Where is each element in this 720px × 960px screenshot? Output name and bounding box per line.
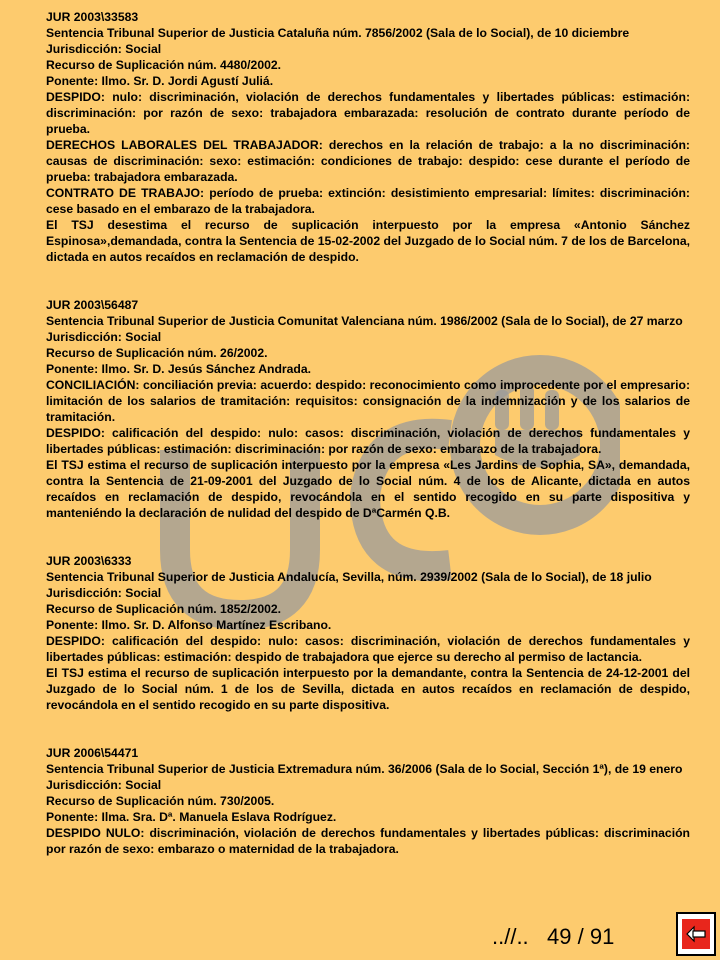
document-body [46, 9, 690, 889]
case-paragraph: DESPIDO: calificación del despido: nulo: casos: discriminación, violación de derechos fundamentales y libertades públicas: estimación: despido de trabajadora que ejerce su derecho al permiso de lactancia. [46, 634, 690, 664]
case-ref: JUR 2003\6333 [46, 554, 132, 568]
continued-mark: ..//.. [492, 924, 529, 949]
case-ref: JUR 2003\56487 [46, 298, 139, 312]
case-paragraph: CONCILIACIÓN: conciliación previa: acuerdo: despido: reconocimiento como improcedente por el empresario: limitación de los salarios de tramitación: requisitos: consignación de la indemnización y de los salarios de tramitación. [46, 378, 690, 424]
case-entry [46, 745, 690, 857]
speaker-line: Ponente: Ilmo. Sr. D. Alfonso Martínez Escribano. [46, 618, 332, 632]
court-line: Sentencia Tribunal Superior de Justicia Extremadura núm. 36/2006 (Sala de lo Social, Sección 1ª), de 19 enero [46, 762, 683, 776]
court-line: Sentencia Tribunal Superior de Justicia Andalucía, Sevilla, núm. 2939/2002 (Sala de lo Social), de 18 julio [46, 570, 652, 584]
case-ref: JUR 2003\33583 [46, 10, 139, 24]
speaker-line: Ponente: Ilmo. Sr. D. Jesús Sánchez Andrada. [46, 362, 312, 376]
jurisdiction-line: Jurisdicción: Social [46, 778, 162, 792]
speaker-line: Ponente: Ilma. Sra. Dª. Manuela Eslava Rodríguez. [46, 810, 337, 824]
appeal-line: Recurso de Suplicación núm. 26/2002. [46, 346, 268, 360]
back-arrow-icon [682, 919, 710, 949]
speaker-line: Ponente: Ilmo. Sr. D. Jordi Agustí Juliá. [46, 74, 274, 88]
back-button[interactable] [676, 912, 716, 956]
case-paragraph: El TSJ estima el recurso de suplicación interpuesto por la empresa «Les Jardins de Sophia, SA», demandada, contra la Sentencia de 21-09-2001 del Juzgado de lo Social núm. 4 de los de Alicante, dictada en autos recaídos en reclamación de despido, revocándola en el sentido recogido en su parte dispositiva y manteniéndo la declaración de nulidad del despido de DªCarmén Q.B. [46, 458, 690, 520]
page-separator: / [577, 924, 584, 949]
case-entry [46, 553, 690, 713]
case-paragraph: DESPIDO NULO: discriminación, violación de derechos fundamentales y libertades públicas: discriminación por razón de sexo: embarazo o maternidad de la trabajadora. [46, 826, 690, 856]
case-ref: JUR 2006\54471 [46, 746, 139, 760]
case-paragraph: DESPIDO: calificación del despido: nulo: casos: discriminación, violación de derechos fundamentales y libertades públicas: estimación: discriminación: por razón de sexo: embarazo de la trabajadora. [46, 426, 690, 456]
jurisdiction-line: Jurisdicción: Social [46, 42, 162, 56]
case-entry [46, 9, 690, 265]
court-line: Sentencia Tribunal Superior de Justicia Comunitat Valenciana núm. 1986/2002 (Sala de lo Social), de 27 marzo [46, 314, 683, 328]
case-paragraph: DERECHOS LABORALES DEL TRABAJADOR: derechos en la relación de trabajo: a la no discriminación: causas de discriminación: sexo: estimación: condiciones de trabajo: despido: cese durante el período de prueba: trabajadora embarazada. [46, 138, 690, 184]
jurisdiction-line: Jurisdicción: Social [46, 330, 162, 344]
case-paragraph: DESPIDO: nulo: discriminación, violación de derechos fundamentales y libertades públicas: estimación: discriminación: por razón de sexo: trabajadora embarazada: resolución de contrato durante período de prueba. [46, 90, 690, 136]
case-paragraph: El TSJ desestima el recurso de suplicación interpuesto por la empresa «Antonio Sánchez Espinosa»,demandada, contra la Sentencia de 15-02-2002 del Juzgado de lo Social núm. 7 de los de Barcelona, dictada en autos recaídos en reclamación de despido. [46, 218, 690, 264]
appeal-line: Recurso de Suplicación núm. 730/2005. [46, 794, 275, 808]
case-paragraph: CONTRATO DE TRABAJO: período de prueba: extinción: desistimiento empresarial: límites: discriminación: cese basado en el embarazo de la trabajadora. [46, 186, 690, 216]
case-entry [46, 297, 690, 521]
page-footer [492, 924, 614, 950]
page-current: 49 [547, 924, 572, 949]
appeal-line: Recurso de Suplicación núm. 4480/2002. [46, 58, 282, 72]
court-line: Sentencia Tribunal Superior de Justicia Cataluña núm. 7856/2002 (Sala de lo Social), de 10 diciembre [46, 26, 630, 40]
case-paragraph: El TSJ estima el recurso de suplicación interpuesto por la demandante, contra la Sentencia de 24-12-2001 del Juzgado de lo Social núm. 1 de los de Sevilla, dictada en autos recaídos en reclamación de despido, revocándola en el sentido recogido en su parte dispositiva. [46, 666, 690, 712]
appeal-line: Recurso de Suplicación núm. 1852/2002. [46, 602, 282, 616]
jurisdiction-line: Jurisdicción: Social [46, 586, 162, 600]
page-total: 91 [589, 924, 615, 949]
